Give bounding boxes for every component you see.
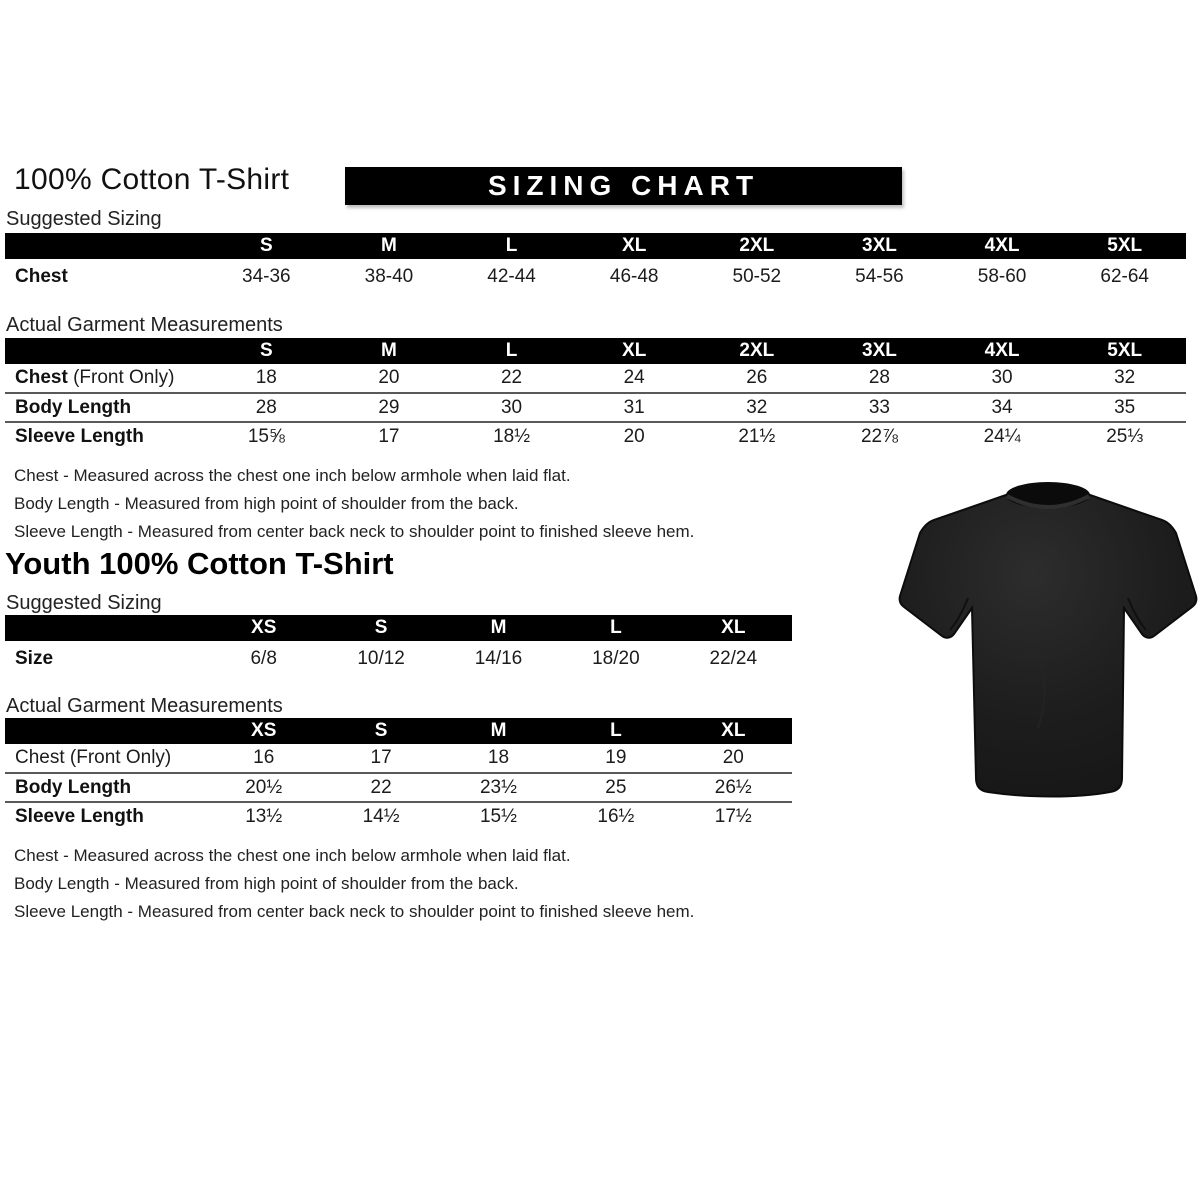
measurement-cell: 10/12 bbox=[357, 648, 405, 669]
measurement-cell: 22⅞ bbox=[818, 422, 941, 451]
size-col-header: L bbox=[557, 718, 674, 744]
measurement-cell: 17 bbox=[328, 422, 451, 451]
row-label bbox=[5, 364, 205, 393]
note-body-length: Body Length - Measured from high point of shoulder from the back. bbox=[14, 874, 519, 893]
note-body-length: Body Length - Measured from high point of shoulder from the back. bbox=[14, 494, 519, 513]
size-col-header: XS bbox=[205, 615, 322, 641]
row-label bbox=[5, 422, 205, 451]
measurement-cell: 15½ bbox=[440, 802, 557, 831]
row-label-text: Chest bbox=[15, 367, 68, 388]
size-col-header: 3XL bbox=[818, 233, 941, 259]
size-col-header: 2XL bbox=[696, 338, 819, 364]
table-row bbox=[5, 364, 1186, 393]
row-label bbox=[5, 773, 205, 802]
note-chest: Chest - Measured across the chest one inch below armhole when laid flat. bbox=[14, 466, 571, 485]
table-row bbox=[5, 773, 792, 802]
youth-actual-measurements-table bbox=[5, 718, 792, 831]
size-col-header: 3XL bbox=[818, 338, 941, 364]
youth-section-title: Youth 100% Cotton T-Shirt bbox=[5, 546, 394, 581]
table-row bbox=[5, 641, 792, 677]
sizing-chart-banner-text: SIZING CHART bbox=[487, 170, 760, 201]
measurement-cell: 38-40 bbox=[364, 266, 414, 287]
measurement-cell: 16½ bbox=[557, 802, 674, 831]
row-label-suffix: (Front Only) bbox=[67, 367, 175, 388]
measurement-cell: 32 bbox=[1114, 367, 1136, 388]
size-col-header: M bbox=[328, 338, 451, 364]
measurement-cell: 34 bbox=[941, 393, 1064, 422]
measurement-cell: 6/8 bbox=[250, 648, 277, 669]
adult-suggested-sizing-label: Suggested Sizing bbox=[6, 208, 162, 230]
measurement-cell: 22 bbox=[500, 367, 523, 388]
measurement-cell: 17 bbox=[370, 747, 392, 768]
row-label-text: Chest bbox=[15, 266, 68, 287]
measurement-cell: 34-36 bbox=[242, 266, 291, 287]
row-label-text: Body Length bbox=[15, 396, 132, 418]
size-col-header: M bbox=[440, 615, 557, 641]
measurement-cell: 35 bbox=[1063, 393, 1186, 422]
measurement-cell: 62-64 bbox=[1100, 266, 1149, 287]
size-col-header: XL bbox=[675, 718, 792, 744]
size-col-header: 5XL bbox=[1063, 338, 1186, 364]
size-col-header: L bbox=[450, 233, 573, 259]
row-label-suffix: Chest (Front Only) bbox=[15, 747, 172, 768]
tshirt-collar bbox=[1006, 482, 1090, 508]
measurement-cell: 24¼ bbox=[941, 422, 1064, 451]
size-col-header: 2XL bbox=[696, 233, 819, 259]
measurement-cell: 33 bbox=[818, 393, 941, 422]
corner-cell bbox=[5, 338, 205, 364]
tshirt-body bbox=[900, 488, 1197, 797]
measurement-cell: 13½ bbox=[205, 802, 322, 831]
size-col-header: 4XL bbox=[941, 338, 1064, 364]
measurement-cell: 30 bbox=[450, 393, 573, 422]
measurement-cell: 16 bbox=[253, 747, 275, 768]
measurement-cell: 42-44 bbox=[487, 266, 536, 287]
measurement-cell: 18 bbox=[487, 747, 510, 768]
size-col-header: M bbox=[328, 233, 451, 259]
size-col-header: S bbox=[322, 718, 439, 744]
table-row bbox=[5, 393, 1186, 422]
measurement-cell: 26½ bbox=[675, 773, 792, 802]
size-col-header: S bbox=[205, 233, 328, 259]
measurement-cell: 26 bbox=[746, 367, 768, 388]
row-label bbox=[5, 393, 205, 422]
row-label-text: Sleeve Length bbox=[15, 426, 144, 447]
youth-measurement-notes bbox=[14, 842, 694, 926]
measurement-cell: 25⅓ bbox=[1063, 422, 1186, 451]
size-col-header: S bbox=[322, 615, 439, 641]
adult-actual-measurements-table bbox=[5, 338, 1186, 451]
page-title: 100% Cotton T-Shirt bbox=[14, 163, 290, 196]
size-col-header: 4XL bbox=[941, 233, 1064, 259]
size-col-header: S bbox=[205, 338, 328, 364]
measurement-cell: 14/16 bbox=[474, 648, 523, 669]
measurement-cell: 31 bbox=[573, 393, 696, 422]
row-label bbox=[5, 744, 205, 773]
measurement-cell: 20½ bbox=[205, 773, 322, 802]
size-col-header: XL bbox=[573, 233, 696, 259]
adult-actual-header-row bbox=[5, 338, 1186, 364]
youth-suggested-sizing-label: Suggested Sizing bbox=[6, 592, 162, 614]
measurement-cell: 14½ bbox=[322, 802, 439, 831]
measurement-cell: 24 bbox=[623, 367, 645, 388]
size-col-header: XL bbox=[675, 615, 792, 641]
measurement-cell: 17½ bbox=[675, 802, 792, 831]
size-col-header: L bbox=[450, 338, 573, 364]
measurement-cell: 50-52 bbox=[732, 266, 782, 287]
size-col-header: M bbox=[440, 718, 557, 744]
measurement-cell: 23½ bbox=[440, 773, 557, 802]
youth-suggested-header-row bbox=[5, 615, 792, 641]
size-col-header: XS bbox=[205, 718, 322, 744]
measurement-cell: 15⅝ bbox=[205, 422, 328, 451]
measurement-cell: 19 bbox=[605, 747, 627, 768]
adult-suggested-header-row bbox=[5, 233, 1186, 259]
note-sleeve-length: Sleeve Length - Measured from center back neck to shoulder point to finished sleeve hem. bbox=[14, 522, 695, 541]
youth-suggested-sizing-table bbox=[5, 615, 792, 677]
corner-cell bbox=[5, 718, 205, 744]
size-col-header: L bbox=[557, 615, 674, 641]
size-col-header: XL bbox=[573, 338, 696, 364]
youth-actual-measurements-label: Actual Garment Measurements bbox=[6, 695, 283, 717]
measurement-cell: 30 bbox=[991, 367, 1013, 388]
row-label-text: Body Length bbox=[15, 776, 132, 798]
row-label-text: Size bbox=[15, 648, 54, 669]
measurement-cell: 20 bbox=[378, 367, 400, 388]
tshirt-illustration bbox=[898, 478, 1198, 810]
measurement-cell: 28 bbox=[868, 367, 890, 388]
table-row bbox=[5, 744, 792, 773]
measurement-cell: 46-48 bbox=[609, 266, 659, 287]
row-label-text: Sleeve Length bbox=[15, 806, 144, 827]
size-col-header: 5XL bbox=[1063, 233, 1186, 259]
measurement-cell: 18½ bbox=[450, 422, 573, 451]
youth-actual-header-row bbox=[5, 718, 792, 744]
note-sleeve-length: Sleeve Length - Measured from center back neck to shoulder point to finished sleeve hem. bbox=[14, 902, 695, 921]
measurement-cell: 25 bbox=[557, 773, 674, 802]
measurement-cell: 18 bbox=[255, 367, 277, 388]
measurement-cell: 22 bbox=[322, 773, 439, 802]
row-label bbox=[5, 802, 205, 831]
measurement-cell: 54-56 bbox=[855, 266, 904, 287]
measurement-cell: 20 bbox=[573, 422, 696, 451]
measurement-cell: 18/20 bbox=[592, 648, 640, 669]
measurement-cell: 58-60 bbox=[977, 266, 1027, 287]
corner-cell bbox=[5, 615, 205, 641]
adult-actual-measurements-label: Actual Garment Measurements bbox=[6, 314, 283, 336]
row-label bbox=[5, 259, 205, 295]
table-row bbox=[5, 422, 1186, 451]
sizing-chart-banner bbox=[345, 167, 902, 205]
measurement-cell: 29 bbox=[328, 393, 451, 422]
table-row bbox=[5, 259, 1186, 295]
adult-suggested-sizing-table bbox=[5, 233, 1186, 295]
note-chest: Chest - Measured across the chest one inch below armhole when laid flat. bbox=[14, 846, 571, 865]
measurement-cell: 28 bbox=[205, 393, 328, 422]
black-tshirt-photo bbox=[898, 478, 1198, 810]
measurement-cell: 32 bbox=[696, 393, 819, 422]
corner-cell bbox=[5, 233, 205, 259]
measurement-cell: 21½ bbox=[696, 422, 819, 451]
measurement-cell: 22/24 bbox=[709, 648, 758, 669]
table-row bbox=[5, 802, 792, 831]
measurement-cell: 20 bbox=[722, 747, 744, 768]
row-label bbox=[5, 641, 205, 677]
adult-measurement-notes bbox=[14, 462, 694, 546]
